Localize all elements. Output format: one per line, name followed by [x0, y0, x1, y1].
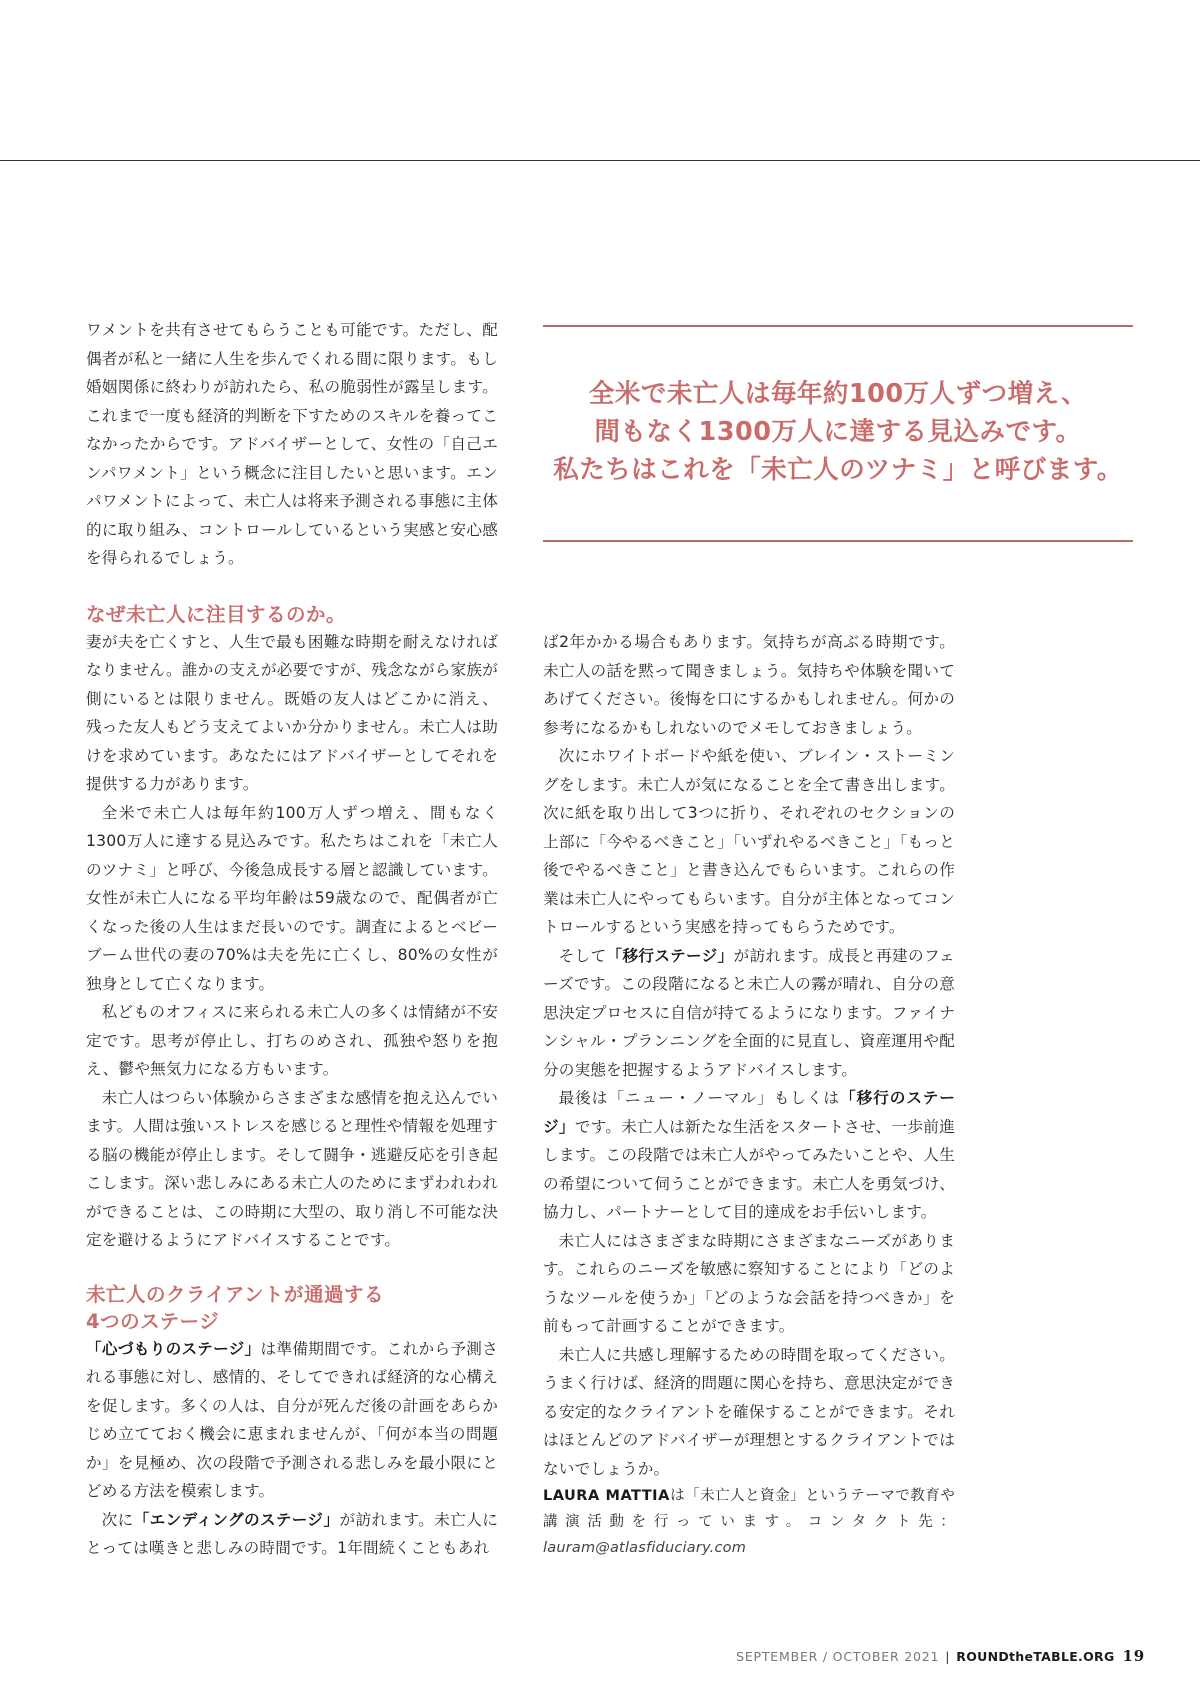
section-heading-four-stages [86, 1281, 498, 1335]
stage-name: 「移行ステージ」 [606, 946, 734, 965]
author-byline [543, 1483, 955, 1561]
issue-date: SEPTEMBER / OCTOBER 2021 [736, 1649, 940, 1664]
body-paragraph: 私どものオフィスに来られる未亡人の多くは情緒が不安定です。思考が停止し、打ちのめされ、孤独や怒りを抱え、鬱や無気力になる方もいます。 [86, 1003, 498, 1078]
page-footer [736, 1647, 1145, 1665]
heading-line: 未亡人のクライアントが通過する [86, 1282, 385, 1306]
page-number: 19 [1122, 1647, 1145, 1665]
body-paragraph: 未亡人に共感し理解するための時間を取ってください。うまく行けば、経済的問題に関心を持ち、意思決定ができる安定的なクライアントを確保することができます。それはほとんどのアドバイザーが理想とするクライアントではないでしょうか。 [543, 1345, 955, 1478]
pull-quote-line: 私たちはこれを「未亡人のツナミ」と呼びます。 [553, 455, 1123, 485]
byline-text: は「未亡人と資金」というテーマで教育や講演活動を行っています。コンタクト先： [543, 1488, 955, 1530]
paragraph-text: が訪れます。未亡人にとっては嘆きと悲しみの時間です。1年間続くこともあれ [86, 1510, 498, 1557]
footer-separator: | [945, 1649, 951, 1664]
body-paragraph: 妻が夫を亡くすと、人生で最も困難な時期を耐えなければなりません。誰かの支えが必要ですが、残念ながら家族が側にいるとは限りません。既婚の友人はどこかに消え、残った友人もどう支えてよいか分かりません。未亡人は助けを求めています。あなたにはアドバイザーとしてそれを提供する力があります。 [86, 632, 498, 793]
body-paragraph [86, 1335, 498, 1506]
paragraph-text: 次に [101, 1510, 134, 1529]
body-paragraph [543, 1084, 955, 1227]
author-name: LAURA MATTIA [543, 1488, 670, 1504]
body-paragraph: ば2年かかる場合もあります。気持ちが高ぶる時期です。未亡人の話を黙って聞きましょう。気持ちや体験を聞いてあげてください。後悔を口にするかもしれません。何かの参考になるかもしれないのでメモしておきましょう。 [543, 633, 955, 737]
section-heading-why-widows: なぜ未亡人に注目するのか。 [86, 602, 347, 626]
pull-quote-line: 全米で未亡人は毎年約100万人ずつ増え、 [588, 379, 1088, 409]
paragraph-text: そして [558, 946, 607, 965]
intro-paragraph: ワメントを共有させてもらうことも可能です。ただし、配偶者が私と一緒に人生を歩んでくれる間に限ります。もし婚姻関係に終わりが訪れたら、私の脆弱性が露呈します。これまで一度も経済的判断を下すためのスキルを養ってこなかったからです。アドバイザーとして、女性の「自己エンパワメント」という概念に注目したいと思います。エンパワメントによって、未亡人は将来予測される事態に主体的に取り組み、コントロールしているという実感と安心感を得られるでしょう。 [86, 321, 498, 567]
publication-brand: ROUNDtheTABLE.ORG [956, 1649, 1115, 1664]
body-paragraph [543, 942, 955, 1085]
paragraph-text: です。未亡人は新たな生活をスタートさせ、一歩前進します。この段階では未亡人がやってみたいことや、人生の希望について伺うことができます。未亡人を勇気づけ、協力し、パートナーとして目的達成をお手伝いします。 [543, 1117, 955, 1221]
right-column [543, 628, 955, 1561]
body-paragraph [86, 1506, 498, 1563]
body-paragraph: 次にホワイトボードや紙を使い、ブレイン・ストーミングをします。未亡人が気になることを全て書き出します。次に紙を取り出して3つに折り、それぞれのセクションの上部に「今やるべきこと」「いずれやるべきこと」「もっと後でやるべきこと」と書き込んでもらいます。これらの作業は未亡人にやってもらいます。自分が主体となってコントロールするという実感を持ってもらうためです。 [543, 747, 955, 936]
paragraph-text: は準備期間です。これから予測される事態に対し、感情的、そしてできれば経済的な心構えを促します。多くの人は、自分が死んだ後の計画をあらかじめ立てておく機会に恵まれませんが、「何が本当の問題か」を見極め、次の段階で予測される悲しみを最小限にとどめる方法を模索します。 [86, 1339, 498, 1500]
body-paragraph: 全米で未亡人は毎年約100万人ずつ増え、間もなく1300万人に達する見込みです。私たちはこれを「未亡人のツナミ」と呼び、今後急成長する層と認識しています。女性が未亡人になる平均年齢は59歳なので、配偶者が亡くなった後の人生はまだ長いのです。調査によるとベビーブーム世代の妻の70%は夫を先に亡くし、80%の女性が独身として亡くなります。 [86, 803, 498, 993]
left-column [86, 316, 498, 1563]
body-paragraph: 未亡人はつらい体験からさまざまな感情を抱え込んでいます。人間は強いストレスを感じると理性や情報を処理する脳の機能が停止します。そして闘争・逃避反応を引き起こします。深い悲しみにある未亡人のためにまずわれわれができることは、この時期に大型の、取り消し不可能な決定を避けるようにアドバイスすることです。 [86, 1088, 498, 1249]
heading-line: 4つのステージ [86, 1309, 220, 1333]
body-paragraph: 未亡人にはさまざまな時期にさまざまなニーズがあります。これらのニーズを敏感に察知することにより「どのようなツールを使うか」「どのような会話を持つべきか」を前もって計画することができます。 [543, 1231, 955, 1335]
header-rule [0, 160, 1200, 161]
paragraph-text: が訪れます。成長と再建のフェーズです。この段階になると未亡人の霧が晴れ、自分の意思決定プロセスに自信が持てるようになります。ファイナンシャル・プランニングを全面的に見直し、資産運用や配分の実態を把握するようアドバイスします。 [543, 946, 955, 1079]
stage-name: 「移行のステージ」 [543, 1089, 956, 1136]
stage-name: 「心づもりのステージ」 [86, 1339, 261, 1358]
paragraph-text: 最後は「ニュー・ノーマル」もしくは [558, 1089, 841, 1107]
pull-quote [543, 325, 1133, 542]
stage-name: 「エンディングのステージ」 [133, 1510, 340, 1529]
pull-quote-line: 間もなく1300万人に達する見込みです。 [594, 417, 1082, 447]
contact-email: lauram@atlasfiduciary.com [543, 1540, 747, 1556]
